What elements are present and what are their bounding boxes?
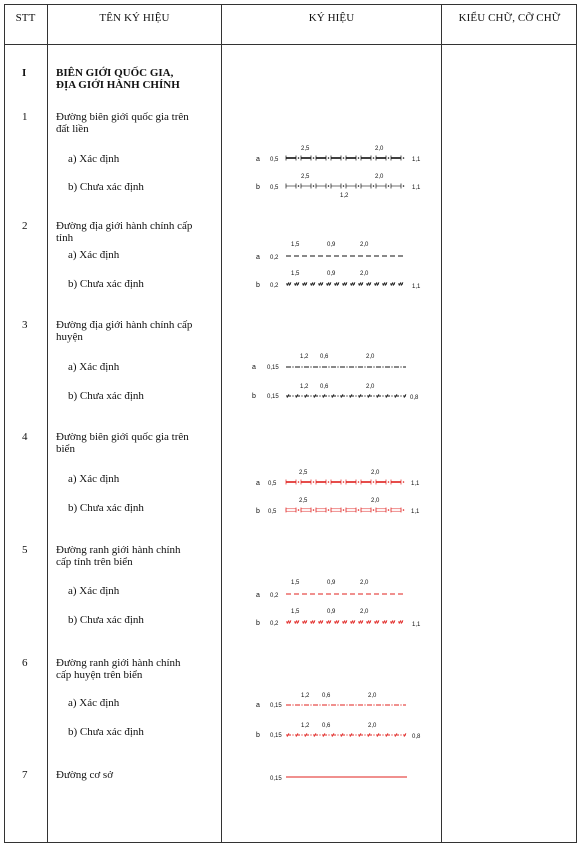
symbol-dot: [346, 366, 347, 367]
row-name-line1: Đường ranh giới hành chính: [56, 544, 181, 556]
symbol-letter: a: [256, 702, 260, 709]
symbol-dim-label: 2,0: [360, 580, 369, 586]
symbol-line: [286, 508, 404, 513]
row-name-line2: huyện: [56, 331, 83, 343]
row-name-line1: Đường địa giới hành chính cấp: [56, 220, 193, 232]
symbol-dot: [358, 509, 360, 511]
symbol-dim-label: 1,5: [291, 609, 300, 615]
symbol-dim-label: 2,0: [360, 242, 369, 248]
symbol-dot: [328, 395, 329, 396]
symbol-dot: [328, 481, 330, 483]
symbol-letter: b: [256, 732, 260, 739]
symbol-dot: [358, 185, 360, 187]
symbol-dot: [328, 157, 330, 159]
row-name-line2: cấp huyện trên biển: [56, 669, 143, 681]
row-sub-b: b) Chưa xác định: [68, 278, 144, 290]
row-number: 4: [22, 431, 28, 443]
row-number: 2: [22, 220, 28, 232]
symbol-dim-label: 1,2: [300, 354, 309, 360]
row-name-line1: Đường ranh giới hành chính: [56, 657, 181, 669]
symbol-dot: [310, 395, 311, 396]
row-name-line1: Đường cơ sở: [56, 769, 114, 781]
symbol-dot: [319, 395, 320, 396]
symbol-dot: [400, 704, 401, 705]
symbol-dot: [292, 704, 293, 705]
symbol-letter: b: [256, 184, 260, 191]
row-sub-b: b) Chưa xác định: [68, 181, 144, 193]
row-name-line1: Đường địa giới hành chính cấp: [56, 319, 193, 331]
symbol-letter: a: [256, 592, 260, 599]
symbol-dot: [313, 481, 315, 483]
symbol-dot: [373, 185, 375, 187]
symbol-end-label: 1,1: [411, 481, 420, 487]
symbol-dot: [292, 395, 293, 396]
symbol-dot: [343, 185, 345, 187]
symbol-line: [286, 704, 406, 705]
row-sub-a: a) Xác định: [68, 361, 120, 373]
symbol-dot: [346, 734, 347, 735]
symbol-line: [286, 733, 406, 737]
symbol-dim-label: 0,6: [322, 723, 331, 729]
symbol-province-undefined: [256, 271, 421, 290]
symbol-dot: [301, 704, 302, 705]
symbol-dash: [391, 509, 401, 511]
symbol-dot: [343, 481, 345, 483]
symbol-dot: [328, 509, 330, 511]
symbol-dot: [358, 157, 360, 159]
symbol-width-label: 0,2: [270, 283, 279, 289]
header-font: KIỂU CHỮ, CỠ CHỮ: [458, 12, 561, 24]
header-stt: STT: [15, 12, 36, 24]
symbol-dot: [301, 395, 302, 396]
symbol-line: [286, 282, 403, 286]
symbol-dim-label: 2,0: [371, 498, 380, 504]
symbol-dot: [403, 157, 405, 159]
symbol-line: [286, 156, 404, 161]
symbol-dot: [328, 185, 330, 187]
symbol-dot: [319, 366, 320, 367]
symbol-dim-label: 2,0: [360, 271, 369, 277]
symbol-province-defined: [256, 242, 403, 261]
symbol-width-label: 0,15: [270, 703, 282, 709]
symbol-dim-label: 2,5: [301, 174, 310, 180]
symbol-district-sea-defined: [256, 693, 406, 709]
symbol-dot: [373, 734, 374, 735]
symbol-dim-label: 1,5: [291, 242, 300, 248]
symbol-dim-label: 0,9: [327, 580, 336, 586]
row-name-line2: cấp tỉnh trên biển: [56, 556, 133, 568]
symbol-end-label: 0,8: [412, 734, 421, 740]
symbol-dot: [292, 366, 293, 367]
symbol-width-label: 0,2: [270, 621, 279, 627]
symbol-dim-label: 2,5: [299, 498, 308, 504]
symbol-dim-label: 0,6: [320, 384, 329, 390]
symbol-dot: [391, 395, 392, 396]
symbol-dot: [373, 481, 375, 483]
symbol-dot: [391, 704, 392, 705]
symbol-dot: [373, 509, 375, 511]
row-sub-b: b) Chưa xác định: [68, 726, 144, 738]
symbol-dot: [337, 366, 338, 367]
symbol-width-label: 0,2: [270, 593, 279, 599]
section-title-line1: BIÊN GIỚI QUỐC GIA,: [56, 67, 174, 79]
symbol-border-land-defined: [256, 146, 421, 163]
row-sub-b: b) Chưa xác định: [68, 502, 144, 514]
symbol-dim-label: 1,2: [300, 384, 309, 390]
symbol-district-sea-undefined: [256, 723, 421, 740]
symbol-dot: [310, 734, 311, 735]
symbol-dot: [364, 395, 365, 396]
symbol-end-label: 1,1: [412, 185, 421, 191]
symbol-dim-label: 0,9: [327, 609, 336, 615]
symbol-dot: [388, 157, 390, 159]
symbol-dim-label: 1,5: [291, 580, 300, 586]
symbol-border-sea-defined: [256, 470, 420, 487]
symbol-province-sea-defined: [256, 580, 403, 599]
symbol-dim-label: 2,0: [371, 470, 380, 476]
symbol-dot: [310, 366, 311, 367]
symbol-dim-label: 0,6: [322, 693, 331, 699]
row-number: 7: [22, 769, 28, 781]
symbol-dot: [373, 704, 374, 705]
symbol-dim-label: 2,0: [375, 174, 384, 180]
symbol-dot: [313, 185, 315, 187]
symbol-letter: b: [252, 393, 256, 400]
symbol-dot: [298, 509, 300, 511]
symbol-letter: b: [256, 620, 260, 627]
symbol-dim-label: 2,0: [368, 693, 377, 699]
symbol-dot: [391, 366, 392, 367]
symbol-dot: [310, 704, 311, 705]
symbol-dot: [373, 395, 374, 396]
symbol-letter: a: [252, 364, 256, 371]
symbol-width-label: 0,5: [268, 509, 277, 515]
symbol-dim-label: 1,2: [301, 723, 310, 729]
symbol-width-label: 0,15: [267, 394, 279, 400]
symbol-gap-label: 1,2: [340, 193, 349, 199]
symbol-dot: [388, 481, 390, 483]
symbol-dim-label: 2,0: [366, 354, 375, 360]
symbol-dim-label: 0,9: [327, 242, 336, 248]
symbol-end-label: 0,8: [410, 395, 419, 401]
symbol-dim-label: 1,5: [291, 271, 300, 277]
symbol-dot: [355, 704, 356, 705]
row-sub-a: a) Xác định: [68, 153, 120, 165]
symbol-dot: [298, 481, 300, 483]
symbol-district-undefined: [252, 384, 419, 401]
symbol-dim-label: 2,0: [368, 723, 377, 729]
symbol-letter: a: [256, 480, 260, 487]
symbol-line: [286, 366, 406, 367]
symbol-dim-label: 0,6: [320, 354, 329, 360]
symbol-dash: [346, 509, 356, 511]
row-sub-a: a) Xác định: [68, 697, 120, 709]
symbol-width-label: 0,5: [268, 481, 277, 487]
row-number: 6: [22, 657, 28, 669]
symbol-width-label: 0,15: [267, 365, 279, 371]
row-sub-b: b) Chưa xác định: [68, 614, 144, 626]
row-name-line1: Đường biên giới quốc gia trên: [56, 431, 189, 443]
symbol-dot: [388, 509, 390, 511]
symbol-dot: [301, 366, 302, 367]
row-name-line2: đất liền: [56, 123, 89, 135]
symbol-dim-label: 2,5: [299, 470, 308, 476]
symbol-dot: [319, 704, 320, 705]
row-sub-a: a) Xác định: [68, 585, 120, 597]
symbol-dash: [361, 509, 371, 511]
row-sub-b: b) Chưa xác định: [68, 390, 144, 402]
row-name-line2: tỉnh: [56, 232, 74, 244]
symbol-dot: [403, 185, 405, 187]
symbol-dot: [382, 734, 383, 735]
symbol-end-label: 1,1: [411, 509, 420, 515]
symbol-dot: [364, 734, 365, 735]
symbol-letter: a: [256, 254, 260, 261]
symbol-dash: [331, 509, 341, 511]
symbol-width-label: 0,5: [270, 185, 279, 191]
symbol-width-label: 0,15: [270, 733, 282, 739]
symbol-dot: [403, 481, 405, 483]
symbol-width-label: 0,5: [270, 157, 279, 163]
symbol-dot: [382, 395, 383, 396]
symbol-line: [286, 394, 406, 398]
row-name-line2: biển: [56, 443, 75, 455]
symbol-dot: [364, 704, 365, 705]
symbol-dot: [328, 734, 329, 735]
symbol-end-label: 1,1: [412, 284, 421, 290]
section-number: I: [22, 67, 27, 79]
symbol-dot: [298, 157, 300, 159]
symbol-line: [286, 480, 404, 485]
row-number: 3: [22, 319, 28, 331]
symbol-dot: [358, 481, 360, 483]
symbol-line: [286, 620, 403, 624]
symbol-dot: [391, 734, 392, 735]
symbol-dot: [328, 704, 329, 705]
symbol-dot: [355, 734, 356, 735]
symbol-dash: [316, 509, 326, 511]
symbol-dash: [301, 509, 311, 511]
symbol-dot: [301, 734, 302, 735]
symbol-dot: [403, 509, 405, 511]
symbol-dot: [346, 704, 347, 705]
header-name: TÊN KÝ HIỆU: [99, 12, 170, 24]
symbol-baseline: [270, 776, 407, 782]
symbol-letter: b: [256, 508, 260, 515]
row-number: 1: [22, 111, 28, 123]
symbol-dot: [355, 366, 356, 367]
symbol-dot: [382, 366, 383, 367]
symbol-dim-label: 2,0: [375, 146, 384, 152]
row-number: 5: [22, 544, 28, 556]
symbol-dot: [355, 395, 356, 396]
symbol-dot: [292, 734, 293, 735]
symbol-dot: [373, 157, 375, 159]
symbol-dot: [313, 157, 315, 159]
symbol-end-label: 1,1: [412, 157, 421, 163]
symbol-line: [286, 184, 404, 189]
symbol-width-label: 0,2: [270, 255, 279, 261]
symbol-dot: [298, 185, 300, 187]
symbol-province-sea-undefined: [256, 609, 421, 628]
symbol-dot: [313, 509, 315, 511]
symbol-dot: [346, 395, 347, 396]
symbol-dash: [376, 509, 386, 511]
symbol-dot: [400, 366, 401, 367]
symbol-dash: [286, 509, 296, 511]
symbol-dot: [319, 734, 320, 735]
symbol-dot: [337, 395, 338, 396]
symbol-width-label: 0,15: [270, 776, 282, 782]
symbol-dim-label: 2,5: [301, 146, 310, 152]
row-sub-a: a) Xác định: [68, 473, 120, 485]
symbol-dot: [400, 734, 401, 735]
row-name-line1: Đường biên giới quốc gia trên: [56, 111, 189, 123]
symbol-border-sea-undefined: [256, 498, 420, 515]
symbol-dim-label: 2,0: [360, 609, 369, 615]
symbol-dot: [337, 734, 338, 735]
section-title-line2: ĐỊA GIỚI HÀNH CHÍNH: [56, 79, 180, 91]
symbol-dot: [373, 366, 374, 367]
symbol-letter: b: [256, 282, 260, 289]
row-sub-a: a) Xác định: [68, 249, 120, 261]
symbol-dot: [400, 395, 401, 396]
symbol-dim-label: 2,0: [366, 384, 375, 390]
symbol-dim-label: 0,9: [327, 271, 336, 277]
symbol-dot: [388, 185, 390, 187]
symbol-dot: [382, 704, 383, 705]
symbol-letter: a: [256, 156, 260, 163]
symbol-dot: [343, 157, 345, 159]
header-symbol: KÝ HIỆU: [308, 12, 355, 24]
symbol-dot: [328, 366, 329, 367]
symbol-dim-label: 1,2: [301, 693, 310, 699]
symbol-border-land-undefined: [256, 174, 421, 199]
symbol-district-defined: [252, 354, 406, 371]
symbol-dot: [364, 366, 365, 367]
symbol-end-label: 1,1: [412, 622, 421, 628]
symbol-dot: [337, 704, 338, 705]
symbol-dot: [343, 509, 345, 511]
